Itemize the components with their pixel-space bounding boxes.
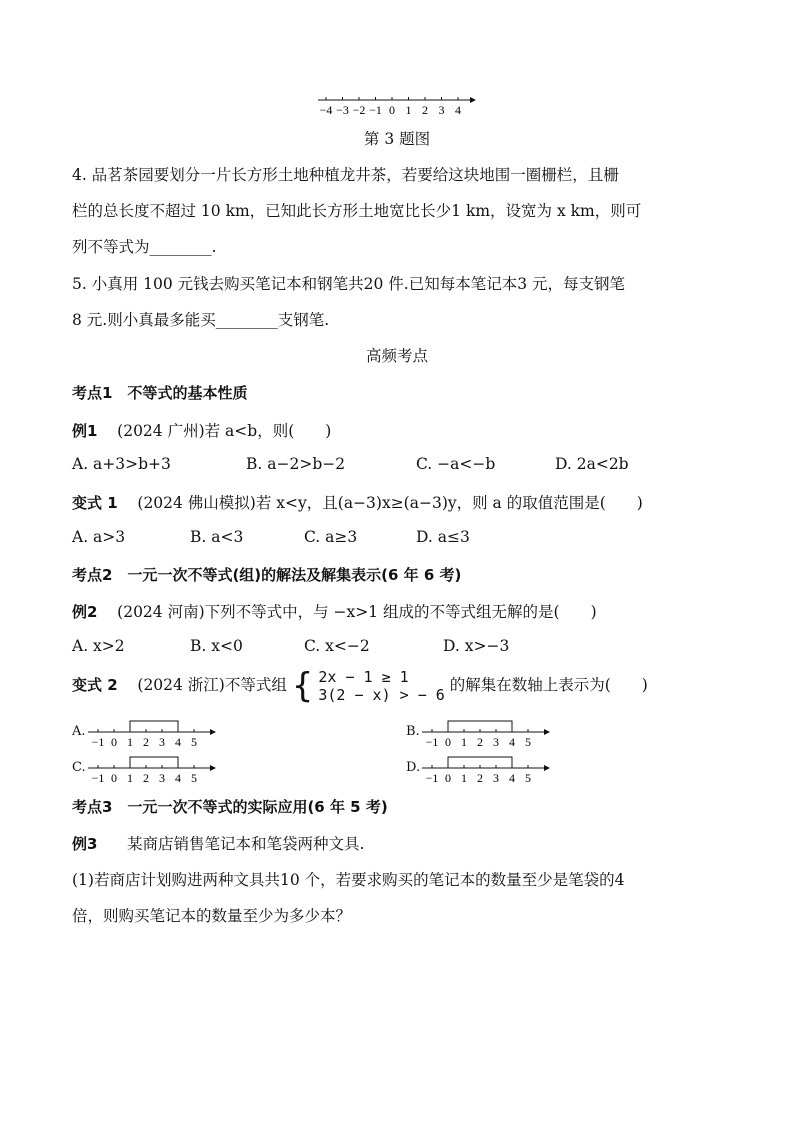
ex1-option-b: B. a−2>b−2 <box>246 455 346 473</box>
ex2-label: 例2 <box>72 603 98 621</box>
ex3-row <box>72 832 364 854</box>
choice-b-letter: B. <box>406 724 420 739</box>
axis-label: 5 <box>525 771 531 784</box>
number-line-label: −1 <box>369 103 382 117</box>
number-line-label: 3 <box>438 103 445 117</box>
axis-arrow <box>544 729 550 735</box>
axis-arrow <box>210 765 216 771</box>
system-lines <box>318 668 444 704</box>
var2-row <box>72 668 648 704</box>
choice-c-letter: C. <box>72 760 86 775</box>
number-line-label: −2 <box>352 103 366 117</box>
axis-label: 0 <box>445 771 451 784</box>
choice-d-letter: D. <box>406 760 421 775</box>
choice-a-number-line <box>88 718 218 748</box>
number-line-figure <box>316 92 478 120</box>
number-line-arrow <box>470 97 476 103</box>
q5-line1: 5. 小真用 100 元钱去购买笔记本和钢笔共20 件.已知每本笔记本3 元，每支钢笔 <box>72 275 626 293</box>
q4-line2: 栏的总长度不超过 10 km，已知此长方形土地宽比长少1 km，设宽为 x km，则可 <box>72 202 642 220</box>
system-line-2: 3(2 − x) > − 6 <box>318 686 445 704</box>
axis-label: 2 <box>477 771 483 784</box>
ex3-text: 某商店销售笔记本和笔袋两种文具. <box>127 835 365 853</box>
q5-line2: 8 元.则小真最多能买________支钢笔. <box>72 311 330 329</box>
axis-label: 4 <box>175 771 181 784</box>
axis-label: 3 <box>159 771 165 784</box>
number-line-label: −4 <box>319 103 333 117</box>
var1-option-c: C. a≥3 <box>304 528 358 546</box>
figure-caption: 第 3 题图 <box>363 130 431 148</box>
axis-arrow <box>544 765 550 771</box>
number-line-label: 4 <box>455 103 461 117</box>
q4-line3: 列不等式为________. <box>72 238 217 256</box>
ex2-option-c: C. x<−2 <box>304 637 370 655</box>
var1-option-b: B. a<3 <box>190 528 244 546</box>
axis-label: 0 <box>111 735 117 748</box>
ex3-label: 例3 <box>72 835 98 853</box>
var1-option-a: A. a>3 <box>72 528 126 546</box>
q4-line1: 4. 品茗茶园要划分一片长方形土地种植龙井茶，若要给这块地围一圈栅栏，且栅 <box>72 166 619 184</box>
axis-label: 3 <box>493 735 499 748</box>
ex1-text: (2024 广州)若 a<b，则( ) <box>117 422 332 440</box>
axis-label: −1 <box>425 735 439 748</box>
axis-label: 4 <box>509 735 515 748</box>
ex1-label: 例1 <box>72 422 98 440</box>
ex2-option-b: B. x<0 <box>190 637 243 655</box>
axis-label: 3 <box>159 735 165 748</box>
ex1-row <box>72 419 331 441</box>
axis-label: 1 <box>461 735 467 748</box>
axis-label: 5 <box>525 735 531 748</box>
choice-d-number-line <box>422 754 552 784</box>
axis-label: 5 <box>191 771 197 784</box>
number-line-label: −3 <box>336 103 349 117</box>
axis-label: 4 <box>175 735 181 748</box>
solution-interval <box>130 721 178 732</box>
ex1-option-c: C. −a<−b <box>416 455 496 473</box>
number-line-label: 0 <box>389 103 395 117</box>
axis-label: −1 <box>91 735 105 748</box>
choice-b-number-line <box>422 718 552 748</box>
axis-label: 0 <box>445 735 451 748</box>
choice-a-letter: A. <box>72 724 86 739</box>
choice-c-number-line <box>88 754 218 784</box>
axis-label: 1 <box>127 735 133 748</box>
axis-label: −1 <box>91 771 105 784</box>
kp2-heading: 考点2 一元一次不等式(组)的解法及解集表示(6 年 6 考) <box>72 566 462 584</box>
axis-label: 5 <box>191 735 197 748</box>
ex1-option-a: A. a+3>b+3 <box>72 455 171 473</box>
system-line-1: 2x − 1 ≥ 1 <box>318 668 409 686</box>
var1-option-d: D. a≤3 <box>416 528 470 546</box>
ex2-row <box>72 600 597 622</box>
axis-label: 1 <box>461 771 467 784</box>
number-line-label: 1 <box>405 103 412 117</box>
var2-suffix: 的解集在数轴上表示为( ) <box>449 676 648 694</box>
kp1-heading: 考点1 不等式的基本性质 <box>72 384 248 402</box>
ex2-text: (2024 河南)下列不等式中，与 −x>1 组成的不等式组无解的是( ) <box>117 603 597 621</box>
axis-label: 2 <box>143 771 149 784</box>
axis-arrow <box>210 729 216 735</box>
system-brace: { <box>291 666 314 706</box>
var1-text: (2024 佛山模拟)若 x<y，且(a−3)x≥(a−3)y，则 a 的取值范围是( ) <box>137 494 643 512</box>
var1-label: 变式 1 <box>72 494 118 512</box>
axis-label: 0 <box>111 771 117 784</box>
solution-interval <box>130 757 178 768</box>
ex3-part1-line1: (1)若商店计划购进两种文具共10 个，若要求购买的笔记本的数量至少是笔袋的4 <box>72 871 625 889</box>
number-line-label: 2 <box>422 103 428 117</box>
ex2-option-a: A. x>2 <box>72 637 125 655</box>
axis-label: 4 <box>509 771 515 784</box>
axis-label: 3 <box>493 771 499 784</box>
ex3-part1-line2: 倍，则购买笔记本的数量至少为多少本？ <box>72 907 352 925</box>
ex2-option-d: D. x>−3 <box>443 637 510 655</box>
axis-label: 2 <box>143 735 149 748</box>
var2-label: 变式 2 <box>72 676 118 694</box>
kp3-heading: 考点3 一元一次不等式的实际应用(6 年 5 考) <box>72 798 388 816</box>
ex1-option-d: D. 2a<2b <box>555 455 629 473</box>
inequality-system <box>292 668 445 704</box>
axis-label: 2 <box>477 735 483 748</box>
section-title: 高频考点 <box>365 347 428 365</box>
var2-prefix: (2024 浙江)不等式组 <box>137 676 287 694</box>
axis-label: 1 <box>127 771 133 784</box>
var1-row <box>72 491 643 513</box>
axis-label: −1 <box>425 771 439 784</box>
